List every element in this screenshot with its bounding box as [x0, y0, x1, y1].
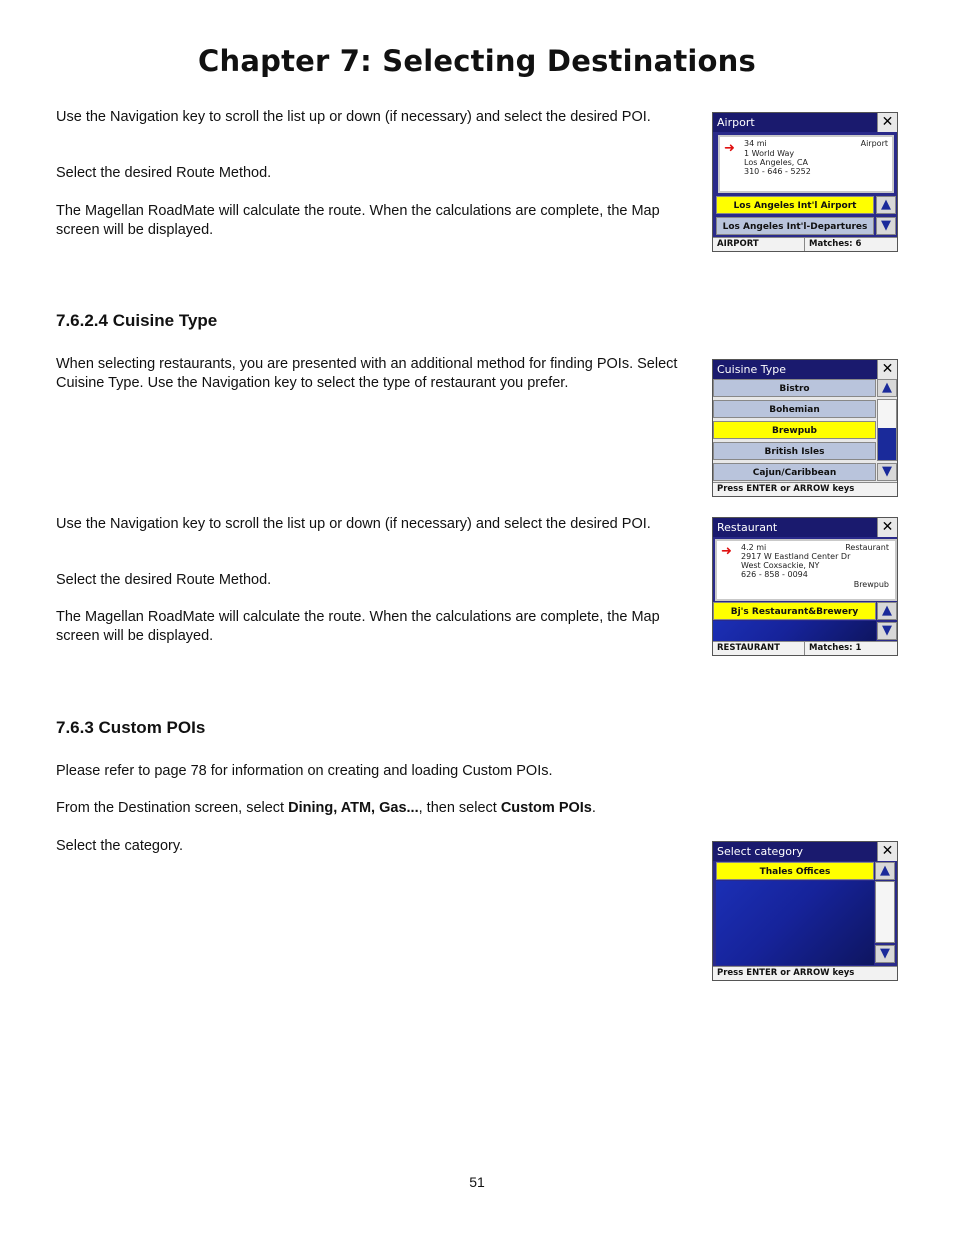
- list-item-thales-offices[interactable]: Thales Offices: [716, 862, 874, 880]
- list-item-bohemian[interactable]: Bohemian: [713, 400, 876, 418]
- list-item-british-isles[interactable]: British Isles: [713, 442, 876, 460]
- scrollbar[interactable]: [877, 399, 897, 461]
- text-middle: , then select: [418, 800, 501, 816]
- status-hint: Press ENTER or ARROW keys: [717, 484, 855, 494]
- scroll-down-icon[interactable]: ▼: [877, 622, 897, 640]
- paragraph-calculate-route: The Magellan RoadMate will calculate the route. When the calculations are complete, the Map screen will be displayed.: [56, 203, 660, 238]
- close-icon[interactable]: ✕: [877, 360, 897, 379]
- status-category: RESTAURANT: [713, 642, 805, 655]
- poi-address-line2: Los Angeles, CA: [744, 158, 808, 167]
- paragraph-route-method: Select the desired Route Method.: [56, 165, 272, 181]
- empty-list-area: [716, 881, 874, 965]
- paragraph-scroll-list: Use the Navigation key to scroll the list up or down (if necessary) and select the desired POI.: [56, 109, 651, 125]
- screen-title: Airport: [717, 116, 755, 129]
- status-bar: [713, 966, 897, 980]
- empty-list-area: [713, 621, 876, 642]
- screen-title: Restaurant: [717, 521, 778, 534]
- text-suffix: .: [591, 800, 596, 816]
- poi-phone: 626 - 858 - 0094: [741, 570, 808, 579]
- list-item-bistro[interactable]: Bistro: [713, 379, 876, 397]
- restaurant-screen: [712, 517, 898, 656]
- list-item-cajun-caribbean[interactable]: Cajun/Caribbean: [713, 463, 876, 481]
- bold-custom-pois: Custom POIs: [500, 800, 592, 816]
- list-item[interactable]: Los Angeles Int'l Airport: [716, 196, 874, 214]
- paragraph-refer-page: Please refer to page 78 for information on creating and loading Custom POIs.: [56, 763, 553, 779]
- scroll-up-icon[interactable]: ▲: [875, 862, 895, 880]
- airport-screen: [712, 112, 898, 252]
- paragraph-calculate-route-2: The Magellan RoadMate will calculate the route. When the calculations are complete, the Map screen will be displayed.: [56, 609, 660, 644]
- screen-title-bar: [713, 113, 897, 132]
- scroll-up-icon[interactable]: ▲: [877, 602, 897, 620]
- page-number: 51: [469, 1174, 485, 1190]
- status-bar: [713, 641, 897, 655]
- status-category: AIRPORT: [713, 238, 805, 251]
- scroll-down-icon[interactable]: ▼: [876, 217, 896, 235]
- bold-dining-atm-gas: Dining, ATM, Gas...: [288, 800, 419, 816]
- screen-title-bar: [713, 360, 897, 379]
- scrollbar[interactable]: [875, 881, 895, 943]
- section-heading-cuisine: 7.6.2.4 Cuisine Type: [56, 311, 218, 330]
- poi-address-line1: 1 World Way: [744, 149, 795, 158]
- scrollbar-thumb[interactable]: [878, 428, 896, 460]
- screen-title-bar: [713, 842, 897, 861]
- page-title: Chapter 7: Selecting Destinations: [198, 44, 756, 78]
- poi-address-line2: West Coxsackie, NY: [741, 561, 820, 570]
- poi-distance: 34 mi: [744, 139, 767, 148]
- paragraph-select-category: Select the category.: [56, 838, 184, 854]
- status-hint: Press ENTER or ARROW keys: [717, 968, 855, 978]
- screen-title-bar: [713, 518, 897, 537]
- screen-title: Cuisine Type: [717, 363, 786, 376]
- paragraph-cuisine-type: When selecting restaurants, you are presented with an additional method for finding POIs. Select Cuisine Type. Use the Navigation key to select the type of restaurant you prefer.: [56, 356, 678, 391]
- list-item[interactable]: Bj's Restaurant&Brewery: [713, 602, 876, 620]
- status-matches: Matches: 1: [809, 643, 862, 653]
- poi-detail-card: [718, 135, 894, 193]
- close-icon[interactable]: ✕: [877, 842, 897, 861]
- status-bar: [713, 482, 897, 496]
- poi-subcategory: Brewpub: [853, 580, 889, 589]
- close-icon[interactable]: ✕: [877, 113, 897, 132]
- paragraph-scroll-list-2: Use the Navigation key to scroll the list up or down (if necessary) and select the desired POI.: [56, 516, 651, 532]
- close-icon[interactable]: ✕: [877, 518, 897, 537]
- paragraph-destination-screen: [56, 799, 681, 818]
- scroll-up-icon[interactable]: ▲: [877, 379, 897, 397]
- text-prefix: From the Destination screen, select: [56, 800, 289, 816]
- cuisine-screen: [712, 359, 898, 497]
- list-item[interactable]: Los Angeles Int'l-Departures: [716, 217, 874, 235]
- poi-address-line1: 2917 W Eastland Center Dr: [741, 552, 851, 561]
- poi-detail-card: [715, 539, 897, 601]
- poi-phone: 310 - 646 - 5252: [744, 167, 811, 176]
- section-heading-custom-pois: 7.6.3 Custom POIs: [56, 718, 206, 737]
- poi-category: Airport: [860, 139, 888, 148]
- status-matches: Matches: 6: [809, 239, 862, 249]
- scroll-up-icon[interactable]: ▲: [876, 196, 896, 214]
- direction-arrow-icon: ➜: [721, 544, 732, 559]
- direction-arrow-icon: ➜: [724, 141, 735, 156]
- poi-category: Restaurant: [845, 543, 889, 552]
- paragraph-route-method-2: Select the desired Route Method.: [56, 572, 272, 588]
- list-item-brewpub[interactable]: Brewpub: [713, 421, 876, 439]
- screen-title: Select category: [717, 845, 804, 858]
- category-screen: [712, 841, 898, 981]
- status-bar: [713, 237, 897, 251]
- scroll-down-icon[interactable]: ▼: [875, 945, 895, 963]
- poi-distance: 4.2 mi: [741, 543, 767, 552]
- scroll-down-icon[interactable]: ▼: [877, 463, 897, 481]
